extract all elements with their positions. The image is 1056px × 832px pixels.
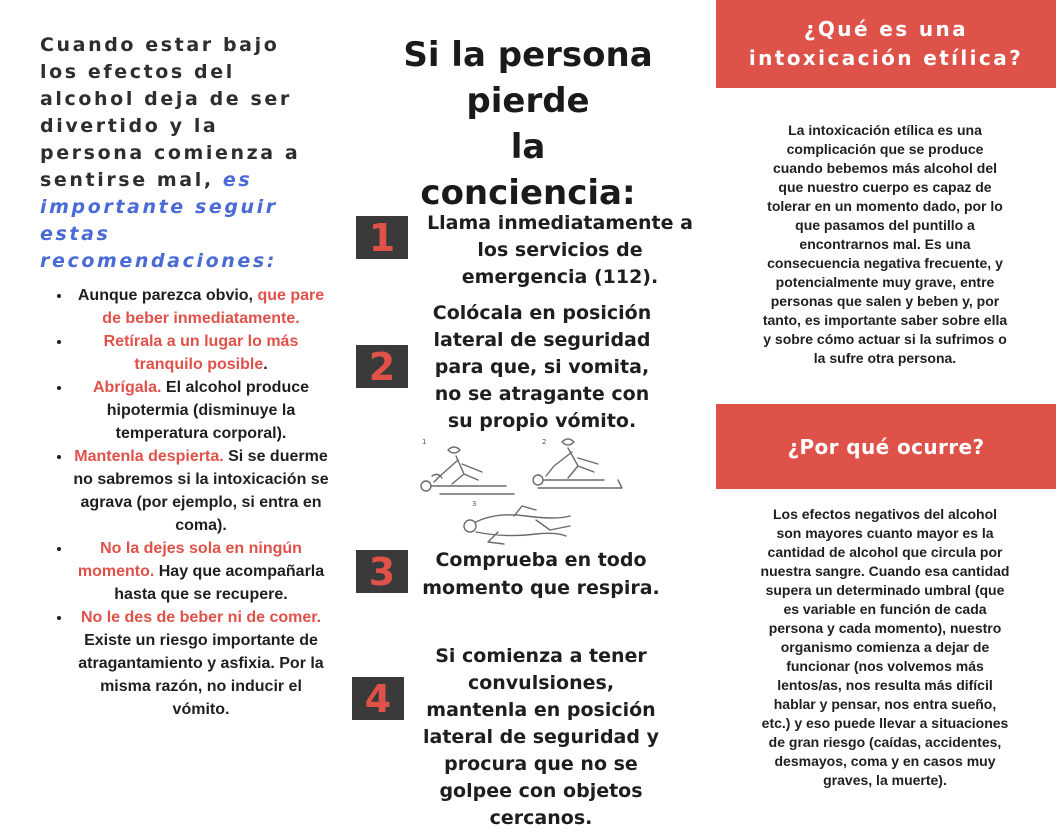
bullet-highlight: que pare de beber inmediatamente. xyxy=(102,287,325,327)
heading-text: ¿Por qué ocurre? xyxy=(787,434,985,459)
what-paragraph: La intoxicación etílica es una complicación que se produce cuando bebemos más alcohol del que nuestro cuerpo es capaz de tolerar en un momento dado, por lo que pasamos del puntillo a encontrarnos mal. Es una consecuencia negativa frecuente, y potencialmente muy grave, entre personas que salen y beben y, por tanto, es importante saber sobre ella y sobre cómo actuar si la sufrimos o la sufre otra persona. xyxy=(762,122,1008,366)
list-item xyxy=(72,606,330,721)
figure-label: 2 xyxy=(542,438,547,446)
list-item xyxy=(72,445,330,537)
title-line: la xyxy=(510,127,546,167)
step-text: Llama inmediatamente a los servicios de emergencia (112). xyxy=(427,212,693,288)
step-number-badge: 2 xyxy=(356,345,408,388)
page-title xyxy=(352,32,704,216)
bullet-highlight: Abrígala. xyxy=(92,379,162,396)
middle-column xyxy=(352,0,714,829)
intro-accent: es importante seguir estas recomendaciones: xyxy=(40,169,278,272)
list-item xyxy=(72,537,330,606)
bullet-highlight: No la dejes sola en ningún momento. xyxy=(77,540,302,580)
step-text: Colócala en posición lateral de seguridad para que, si vomita, no se atragante con su propio vómito. xyxy=(432,302,652,432)
intro-text xyxy=(40,32,320,275)
bullet-prefix: Aunque parezca obvio, xyxy=(77,287,253,304)
step-number-badge: 4 xyxy=(352,677,404,720)
bullet-highlight: Mantenla despierta. xyxy=(74,448,224,465)
bullet-rest: El alcohol produce hipotermia (disminuye la temperatura corporal). xyxy=(106,379,310,442)
bullet-highlight: Retírala a un lugar lo más tranquilo posible xyxy=(103,333,299,373)
bullet-rest: . xyxy=(263,356,268,373)
title-line: conciencia: xyxy=(420,173,636,213)
right-column xyxy=(716,0,1056,816)
title-line: Si la persona pierde xyxy=(403,35,653,121)
bullet-rest: Si se duerme no sabremos si la intoxicación se agrava (por ejemplo, si entra en coma). xyxy=(73,448,329,534)
bullet-rest: Hay que acompañarla hasta que se recupere. xyxy=(114,563,325,603)
step-text: Si comienza a tener convulsiones, mantenla en posición lateral de seguridad y procura que no se golpee con objetos cercanos. xyxy=(423,645,659,829)
why-paragraph: Los efectos negativos del alcohol son mayores cuanto mayor es la cantidad de alcohol que circula por nuestra sangre. Cuando esa cantidad supera un determinado umbral (que es variable en función de cada persona y cada momento), nuestro organismo comienza a dejar de funcionar (nos volvemos más lentos/as, nos resulta más difícil hablar y pensar, nos entra sueño, etc.) y eso puede llevar a situaciones de gran riesgo (caídas, accidentes, desmayos, coma y en casos muy graves, la muerte). xyxy=(760,506,1010,788)
list-item xyxy=(72,330,330,376)
bullet-rest: Existe un riesgo importante de atragantamiento y asfixia. Por la misma razón, no inducir el vómito. xyxy=(78,632,324,718)
bullet-highlight: No le des de beber ni de comer. xyxy=(80,609,322,626)
heading-text: ¿Qué es una intoxicación etílica? xyxy=(748,17,1024,70)
list-item xyxy=(72,376,330,445)
list-item xyxy=(72,284,330,330)
intro-plain: Cuando estar bajo los efectos del alcohol deja de ser divertido y la persona comienza a sentirse mal, xyxy=(40,34,301,191)
recovery-position-illustration xyxy=(418,436,648,548)
recommendations-list xyxy=(52,284,330,721)
section-heading-why xyxy=(716,404,1056,489)
step-text: Comprueba en todo momento que respira. xyxy=(422,549,660,599)
figure-label: 3 xyxy=(472,500,477,508)
left-column xyxy=(0,0,352,816)
figure-label: 1 xyxy=(422,438,427,446)
step-number-badge: 3 xyxy=(356,550,408,593)
section-heading-what xyxy=(716,0,1056,88)
step-number-badge: 1 xyxy=(356,216,408,259)
